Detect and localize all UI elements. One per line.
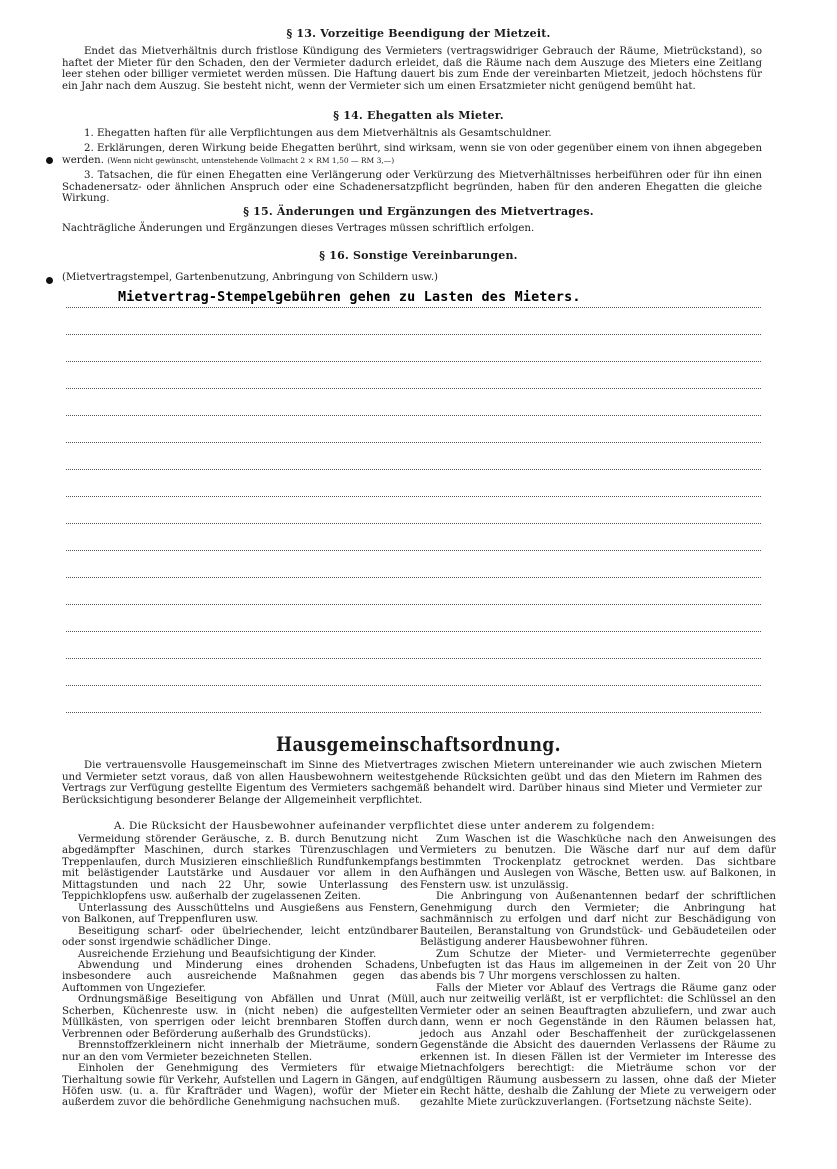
rule-paragraph: Abwendung und Minderung eines drohenden Schadens, insbesondere auch ausreichende Maßnahmen gegen das Auftommen von Ungeziefer.	[62, 959, 418, 994]
rule-paragraph: Zum Waschen ist die Waschküche nach den Anweisungen des Vermieters zu benutzen. Die Wäsche darf nur auf dem dafür bestimmten Trockenplatz getrocknet werden. Das sichtbare Aufhängen und Auslegen von Wäsche, Betten usw. auf Balkonen, in Fenstern usw. ist unzulässig.	[420, 834, 776, 891]
section-a-heading: A. Die Rücksicht der Hausbewohner aufeinander verpflichtet diese unter anderem zu folgendem:	[114, 820, 655, 832]
rule-paragraph: Die Anbringung von Außenantennen bedarf der schriftlichen Genehmigung durch den Vermieter; die Anbringung hat sachmännisch zu erfolgen und darf nicht zur Beschädigung von Bauteilen, Beranstaltung von Grundstück- und Gebäudeteilen oder Belästigung anderer Hausbewohner führen.	[420, 891, 776, 949]
rule-paragraph: Vermeidung störender Geräusche, z. B. durch Benutzung nicht abgedämpfter Maschinen, durch starkes Türenzuschlagen und Treppenlaufen, durch Musizieren einschließlich Rundfunkempfangs mit belästigender Lautstärke und Ausdauer vor allem in den Mittagstunden und nach 22 Uhr, sowie Unterlassung des Teppichklopfens usw. außerhalb der zugelassenen Zeiten.	[62, 834, 418, 903]
fill-in-line	[66, 523, 761, 524]
punch-hole-mark	[46, 157, 53, 164]
rule-paragraph: Beseitigung scharf- oder übelriechender, leicht entzündbarer oder sonst irgendwie schädlicher Dinge.	[62, 925, 418, 949]
fill-in-line	[66, 388, 761, 389]
section-14-heading: § 14. Ehegatten als Mieter.	[333, 109, 504, 122]
rule-paragraph: Einholen der Genehmigung des Vermieters für etwaige Tierhaltung sowie für Verkehr, Aufstellen und Lagern in Gängen, auf Höfen usw. (u. a. für Krafträder und Wagen), wofür der Mieter außerdem zuvor die behördliche Genehmigung nachsuchen muß.	[62, 1063, 418, 1109]
fill-in-line	[66, 658, 761, 659]
rule-paragraph: Falls der Mieter vor Ablauf des Vertrags die Räume ganz oder auch nur zeitweilig verläßt, ist er verpflichtet: die Schlüssel an den Vermieter oder an seinen Beauftragten abzuliefern, und zwar auch dann, wenn er noch Gegenstände in den Räumen belassen hat, jedoch aus Anzahl oder Beschaffenheit der zurückgelassenen Gegenstände die Absicht des dauernden Verlassens der Räume zu erkennen ist. In diesen Fällen ist der Vermieter im Interesse des Mietnachfolgers berechtigt: die Mieträume schon vor der endgültigen Räumung ausbessern zu lassen, ohne daß der Mieter ein Recht hätte, deshalb die Zahlung der Miete zu verweigern oder gezahlte Miete zurückzuverlangen. (Fortsetzung nächste Seite).	[420, 982, 776, 1109]
section-13-heading: § 13. Vorzeitige Beendigung der Mietzeit.	[286, 27, 551, 40]
fill-in-line	[66, 685, 761, 686]
fill-in-line	[66, 469, 761, 470]
house-rules-right-column	[420, 834, 776, 1109]
section-16-heading: § 16. Sonstige Vereinbarungen.	[319, 249, 518, 262]
fill-in-line	[66, 334, 761, 335]
rule-paragraph: Ordnungsmäßige Beseitigung von Abfällen und Unrat (Müll, Scherben, Küchenreste usw. in (nicht neben) die aufgestellten Müllkästen, von sperrigen oder leicht brennbaren Stoffen durch Verbrennen oder Beförderung außerhalb des Grundstücks).	[62, 994, 418, 1040]
fill-in-line	[66, 307, 761, 308]
section-14-item-2-note: (Wenn nicht gewünscht, untenstehende Vollmacht 2 × RM 1,50 — RM 3,—)	[107, 155, 395, 165]
continuation-note: (Fortsetzung nächste Seite).	[605, 1097, 752, 1109]
house-rules-intro: Die vertrauensvolle Hausgemeinschaft im Sinne des Mietvertrages zwischen Mietern untereinander wie auch zwischen Mietern und Vermieter setzt voraus, daß von allen Hausbewohnern weitestgehende Rücksichten geübt und das den Mietern im Rahmen des Vertrags zur Verfügung gestellte Eigentum des Vermieters sachgemäß behandelt wird. Darüber hinaus sind Mieter und Vermieter zur Berücksichtigung besonderer Belange der Allgemeinheit verpflichtet.	[62, 760, 762, 806]
fill-in-line	[66, 361, 761, 362]
fill-in-line	[66, 712, 761, 713]
fill-in-line	[66, 442, 761, 443]
section-15-text: Nachträgliche Änderungen und Ergänzungen dieses Vertrages müssen schriftlich erfolgen.	[62, 223, 535, 234]
fill-in-line	[66, 415, 761, 416]
section-16-hint: (Mietvertragstempel, Gartenbenutzung, Anbringung von Schildern usw.)	[62, 272, 439, 283]
section-13-text: Endet das Mietverhältnis durch fristlose Kündigung des Vermieters (vertragswidriger Gebrauch der Räume, Mietrückstand), so haftet der Mieter für den Schaden, den der Vermieter dadurch erleidet, daß die Räume nach dem Auszuge des Mieters eine Zeitlang leer stehen oder billiger vermietet werden müssen. Die Haftung dauert bis zum Ende der vereinbarten Mietzeit, jedoch höchstens für ein Jahr nach dem Auszug. Sie besteht nicht, wenn der Vermieter sich um einen Ersatzmieter nicht genügend bemüht hat.	[62, 46, 762, 92]
section-14-item-1: 1. Ehegatten haften für alle Verpflichtungen aus dem Mietverhältnis als Gesamtschuldner.	[84, 128, 552, 139]
rule-paragraph: Unterlassung des Ausschüttelns und Ausgießens aus Fenstern, von Balkonen, auf Treppenfluren usw.	[62, 902, 418, 926]
fill-in-line	[66, 550, 761, 551]
punch-hole-mark	[46, 277, 53, 284]
house-rules-left-column	[62, 834, 418, 1109]
rule-paragraph: Zum Schutze der Mieter- und Vermieterrechte gegenüber Unbefugten ist das Haus im allgemeinen in der Zeit von 20 Uhr abends bis 7 Uhr morgens verschlossen zu halten.	[420, 948, 776, 983]
rule-paragraph: Ausreichende Erziehung und Beaufsichtigung der Kinder.	[78, 948, 377, 960]
house-rules-title: Hausgemeinschaftsordnung.	[275, 732, 562, 756]
typed-agreement-text: Mietvertrag-Stempelgebühren gehen zu Lasten des Mieters.	[118, 290, 581, 305]
fill-in-line	[66, 631, 761, 632]
section-15-heading: § 15. Änderungen und Ergänzungen des Mietvertrages.	[243, 205, 594, 218]
fill-in-line	[66, 604, 761, 605]
rule-paragraph: Brennstoffzerkleinern nicht innerhalb der Mieträume, sondern nur an den vom Vermieter bezeichneten Stellen.	[62, 1040, 418, 1063]
section-14-item-2: 2. Erklärungen, deren Wirkung beide Ehegatten berührt, sind wirksam, wenn sie von oder gegenüber einem von ihnen abgegeben werden. (Wenn nicht gewünscht, untenstehende Vollmacht 2 × RM 1,50 — RM 3,—)	[62, 143, 762, 166]
fill-in-line	[66, 577, 761, 578]
fill-in-line	[66, 496, 761, 497]
section-14-item-3: 3. Tatsachen, die für einen Ehegatten eine Verlängerung oder Verkürzung des Mietverhältnisses herbeiführen oder für ihn einen Schadenersatz- oder ähnlichen Anspruch oder eine Schadenersatzpflicht begründen, haben für den anderen Ehegatten die gleiche Wirkung.	[62, 170, 762, 205]
